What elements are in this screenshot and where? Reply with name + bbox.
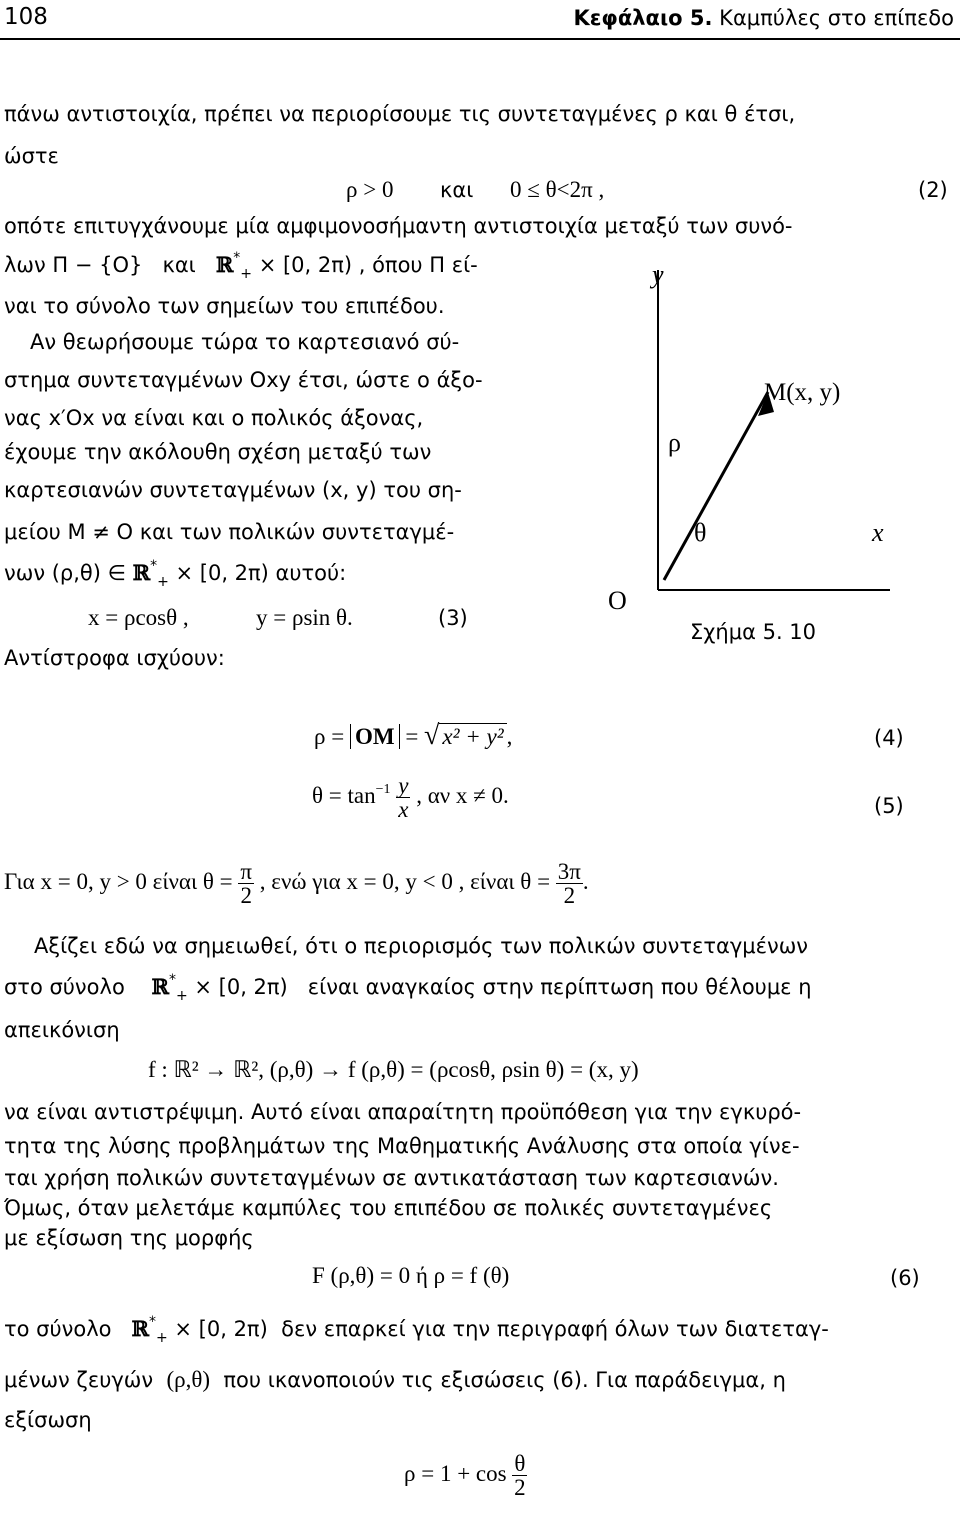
fig-label-o: O bbox=[608, 586, 627, 615]
plus-subscript: + bbox=[240, 266, 252, 282]
para5-line4: Όμως, όταν μελετάμε καμπύλες του επιπέδου σε πολικές συντεταγμένες bbox=[4, 1196, 773, 1220]
interval-text: × [0, 2π) bbox=[174, 1317, 268, 1341]
eq4-lhs: ρ = bbox=[314, 724, 345, 749]
eq2-conj: και bbox=[440, 178, 474, 202]
para5-line1: να είναι αντιστρέψιμη. Αυτό είναι απαραίτητη προϋπόθεση για την εγκυρό- bbox=[4, 1100, 802, 1124]
chapter-title: Καμπύλες στο επίπεδο bbox=[719, 6, 954, 30]
fig-label-y: y bbox=[652, 260, 664, 289]
para1-line1: πάνω αντιστοιχία, πρέπει να περιορίσουμε τις συντεταγμένες ρ και θ έτσι, bbox=[4, 102, 796, 126]
eq5 bbox=[312, 774, 509, 821]
para6-line1 bbox=[4, 1314, 829, 1346]
plus-subscript: + bbox=[157, 574, 169, 590]
para4-line3: απεικόνιση bbox=[4, 1018, 120, 1042]
eq4-radicand: x² + y² bbox=[439, 723, 506, 749]
eq5-fraction bbox=[396, 774, 410, 821]
figure-caption: Σχήμα 5. 10 bbox=[690, 620, 817, 644]
star-superscript: * bbox=[168, 972, 176, 988]
header-rule bbox=[0, 38, 960, 40]
final-lhs: ρ = 1 + cos bbox=[404, 1460, 507, 1486]
tpi-num: 3π bbox=[557, 859, 581, 884]
theta-half-fraction bbox=[512, 1452, 527, 1499]
para3-line3: νας x′Ox να είναι και ο πολικός άξονας, bbox=[4, 406, 424, 430]
pairs-label: μένων ζευγών bbox=[4, 1368, 154, 1392]
star-superscript: * bbox=[148, 1314, 156, 1330]
cases-end: . bbox=[582, 868, 589, 894]
reals-symbol: ℝ bbox=[131, 1316, 149, 1341]
eq6: F (ρ,θ) = 0 ή ρ = f (θ) bbox=[312, 1263, 510, 1288]
figure-polar-coords bbox=[600, 250, 900, 610]
para4-line2 bbox=[4, 972, 812, 1004]
plus-subscript: + bbox=[155, 1330, 168, 1346]
interval-text: × [0, 2π) bbox=[194, 975, 288, 999]
radius-vector bbox=[664, 392, 768, 580]
eq4-tag: (4) bbox=[874, 726, 904, 750]
para6-line3: εξίσωση bbox=[4, 1408, 92, 1432]
fig-label-theta: θ bbox=[694, 518, 707, 547]
pi-half-fraction bbox=[238, 860, 254, 907]
three-pi-half-fraction bbox=[556, 860, 583, 907]
para5-line2: τητα της λύσης προβλημάτων της Μαθηματικής Ανάλυσης στα οποία γίνε- bbox=[4, 1134, 800, 1158]
final-equation bbox=[404, 1452, 527, 1499]
map-equation: f : ℝ² → ℝ², (ρ,θ) → f (ρ,θ) = (ρcosθ, ρsin θ) = (x, y) bbox=[148, 1057, 639, 1082]
tpi-den: 2 bbox=[563, 883, 576, 908]
para5-line3: ται χρήση πολικών συντεταγμένων σε αντικατάσταση των καρτεσιανών. bbox=[4, 1166, 779, 1190]
eq3-left: x = ρcosθ , bbox=[88, 605, 189, 630]
para4-line2-rest: είναι αναγκαίος στην περίπτωση που θέλουμε η bbox=[307, 975, 812, 999]
fig-label-x: x bbox=[872, 518, 884, 547]
sqrt-icon: √ bbox=[424, 720, 440, 751]
polar-pair-in: νων (ρ,θ) ∈ bbox=[4, 561, 126, 585]
para6-line2 bbox=[4, 1368, 786, 1391]
para3-line6: μείου M ≠ O και των πολικών συντεταγμέ- bbox=[4, 520, 455, 544]
para3-line4: έχουμε την ακόλουθη σχέση μεταξύ των bbox=[4, 440, 432, 464]
interval-text: × [0, 2π) , όπου Π εί- bbox=[258, 253, 478, 277]
para1-line2: ώστε bbox=[4, 144, 59, 168]
eq2-lhs: ρ > 0 bbox=[346, 177, 394, 202]
page-number: 108 bbox=[4, 4, 48, 30]
eq6-tag: (6) bbox=[890, 1266, 920, 1290]
eq3-tag: (3) bbox=[438, 606, 468, 630]
fig-label-m: M(x, y) bbox=[764, 379, 841, 406]
para5-line5: με εξίσωση της μορφής bbox=[4, 1226, 254, 1250]
final-den: 2 bbox=[514, 1475, 526, 1500]
eq5-cond: , αν x ≠ 0. bbox=[416, 782, 509, 808]
para4-line1: Αξίζει εδώ να σημειωθεί, ότι ο περιορισμός των πολικών συντεταγμένων bbox=[34, 934, 809, 958]
star-superscript: * bbox=[150, 558, 158, 574]
set-label: το σύνολο bbox=[4, 1317, 112, 1341]
reals-symbol: ℝ bbox=[215, 252, 234, 277]
para3-line5: καρτεσιανών συντεταγμένων (x, y) του ση- bbox=[4, 478, 462, 502]
reals-symbol: ℝ bbox=[151, 974, 169, 999]
eq2-rhs: 0 ≤ θ<2π , bbox=[510, 177, 605, 202]
para3-line7 bbox=[4, 558, 347, 590]
set-label: στο σύνολο bbox=[4, 975, 125, 999]
eq5-den: x bbox=[398, 797, 409, 822]
cases-line bbox=[4, 860, 589, 907]
cases-b: , ενώ για x = 0, y < 0 , είναι θ = bbox=[259, 868, 551, 894]
eq4-eq: = bbox=[405, 724, 419, 749]
eq4-norm-om: OM bbox=[350, 724, 400, 749]
star-superscript: * bbox=[233, 250, 241, 266]
polar-pair: (ρ,θ) bbox=[166, 1367, 211, 1392]
fig-label-rho: ρ bbox=[668, 428, 681, 457]
para6-line1-rest: δεν επαρκεί για την περιγραφή όλων των διατεταγ- bbox=[281, 1317, 829, 1341]
cases-a: Για x = 0, y > 0 είναι θ = bbox=[4, 868, 233, 894]
final-num: θ bbox=[514, 1451, 526, 1476]
eq4-comma: , bbox=[506, 724, 513, 749]
inverse-text: Αντίστροφα ισχύουν: bbox=[4, 646, 225, 670]
interval-text: × [0, 2π) αυτού: bbox=[175, 561, 347, 585]
reals-symbol: ℝ bbox=[132, 560, 151, 585]
para3-line1: Αν θεωρήσουμε τώρα το καρτεσιανό σύ- bbox=[30, 330, 460, 354]
running-header bbox=[573, 8, 954, 29]
chapter-number: Κεφάλαιο 5. bbox=[573, 6, 713, 30]
para3-line2: στημα συντεταγμένων Oxy έτσι, ώστε ο άξο- bbox=[4, 368, 483, 392]
eq2-tag: (2) bbox=[918, 178, 948, 202]
eq4 bbox=[314, 722, 512, 750]
conj-kai: και bbox=[162, 253, 196, 277]
pi-num: π bbox=[240, 859, 253, 884]
eq5-lhs: θ = tan bbox=[312, 782, 376, 808]
para6-line2-rest: που ικανοποιούν τις εξισώσεις (6). Για παράδειγμα, η bbox=[223, 1368, 786, 1392]
set-pi-minus-o: λων Π − {O} bbox=[4, 253, 143, 277]
para2-line2 bbox=[4, 250, 478, 282]
pi-den: 2 bbox=[240, 883, 252, 908]
eq5-tag: (5) bbox=[874, 794, 904, 818]
eq5-num: y bbox=[398, 773, 409, 798]
para2-line3: ναι το σύνολο των σημείων του επιπέδου. bbox=[4, 294, 445, 318]
para2-line1: οπότε επιτυγχάνουμε μία αμφιμονοσήμαντη αντιστοιχία μεταξύ των συνό- bbox=[4, 214, 793, 238]
plus-subscript: + bbox=[175, 988, 188, 1004]
eq3-right: y = ρsin θ. bbox=[256, 605, 353, 630]
eq5-sup: −1 bbox=[375, 781, 391, 797]
